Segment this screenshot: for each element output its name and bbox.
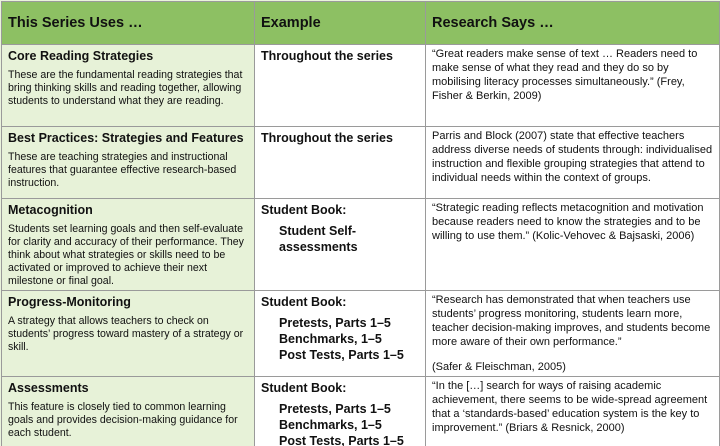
table-row bbox=[2, 199, 720, 291]
table-row bbox=[2, 291, 720, 377]
feature-title: Core Reading Strategies bbox=[8, 49, 154, 63]
feature-description: A strategy that allows teachers to check on students’ progress toward mastery of a strategy or skill. bbox=[8, 315, 244, 353]
example-cell bbox=[255, 199, 426, 291]
example-item: Benchmarks, 1–5 bbox=[279, 332, 382, 346]
research-quote: “Research has demonstrated that when teachers use students’ progress monitoring, students learn more, teacher decision-making improves, and students become more aware of their own performance.” bbox=[432, 294, 711, 348]
example-item: Pretests, Parts 1–5 bbox=[279, 316, 391, 330]
research-cell bbox=[426, 291, 720, 377]
feature-cell bbox=[2, 291, 255, 377]
feature-description: This feature is closely tied to common learning goals and provides decision-making guidance for each student. bbox=[8, 401, 238, 439]
research-quote: “Great readers make sense of text … Readers need to make sense of what they read and they do so by mobilising literacy processes simultaneously.” (Frey, Fisher & Berkin, 2009) bbox=[432, 48, 698, 102]
research-quote: “In the […] search for ways of raising academic achievement, there seems to be wide-spread agreement that a ‘standards-based’ education system is the key to improvement.” (Briars & Resnick, 2000) bbox=[432, 380, 708, 434]
example-item: Pretests, Parts 1–5 bbox=[279, 402, 391, 416]
research-cell bbox=[426, 199, 720, 291]
feature-title: Best Practices: Strategies and Features bbox=[8, 131, 244, 145]
example-item: Student Self-assessments bbox=[279, 224, 358, 254]
table-row bbox=[2, 127, 720, 199]
feature-title: Progress-Monitoring bbox=[8, 295, 131, 309]
example-item: Post Tests, Parts 1–5 bbox=[279, 348, 404, 362]
research-quote: “Strategic reading reflects metacognition and motivation because readers need to know the strategies and to be willing to use them.” (Kolic-Vehovec & Bajsaski, 2006) bbox=[432, 202, 704, 242]
example-heading: Student Book: bbox=[261, 203, 347, 217]
example-heading: Throughout the series bbox=[261, 131, 393, 145]
feature-description: These are teaching strategies and instructional features that guarantee effective research-based instruction. bbox=[8, 151, 237, 189]
research-citation: (Safer & Fleischman, 2005) bbox=[432, 361, 566, 373]
research-quote: Parris and Block (2007) state that effective teachers address diverse needs of students through: individualised instruction and flexible grouping strategies that attend to individual needs within the context of groups. bbox=[432, 130, 713, 184]
example-heading: Student Book: bbox=[261, 381, 347, 395]
feature-cell bbox=[2, 377, 255, 446]
header-series-uses: This Series Uses … bbox=[2, 2, 255, 45]
feature-title: Metacognition bbox=[8, 203, 93, 217]
feature-cell bbox=[2, 127, 255, 199]
example-cell bbox=[255, 45, 426, 127]
example-item: Benchmarks, 1–5 bbox=[279, 418, 382, 432]
series-features-table bbox=[1, 1, 720, 446]
feature-description: These are the fundamental reading strategies that bring thinking skills and reading together, allowing students to understand what they are reading. bbox=[8, 69, 243, 107]
header-example: Example bbox=[255, 2, 426, 45]
example-cell bbox=[255, 127, 426, 199]
table-row bbox=[2, 45, 720, 127]
research-cell bbox=[426, 127, 720, 199]
example-heading: Student Book: bbox=[261, 295, 347, 309]
feature-description: Students set learning goals and then self-evaluate for clarity and accuracy of their performance. They think about what strategies or skills need to be activated or improved to achieve their next milestone or final goal. bbox=[8, 223, 244, 287]
example-item: Post Tests, Parts 1–5 bbox=[279, 434, 404, 446]
header-research-says: Research Says … bbox=[426, 2, 720, 45]
table-row bbox=[2, 377, 720, 446]
research-cell bbox=[426, 377, 720, 446]
example-heading: Throughout the series bbox=[261, 49, 393, 63]
header-row bbox=[2, 2, 720, 45]
feature-cell bbox=[2, 199, 255, 291]
feature-title: Assessments bbox=[8, 381, 89, 395]
example-cell bbox=[255, 291, 426, 377]
research-cell bbox=[426, 45, 720, 127]
example-cell bbox=[255, 377, 426, 446]
feature-cell bbox=[2, 45, 255, 127]
